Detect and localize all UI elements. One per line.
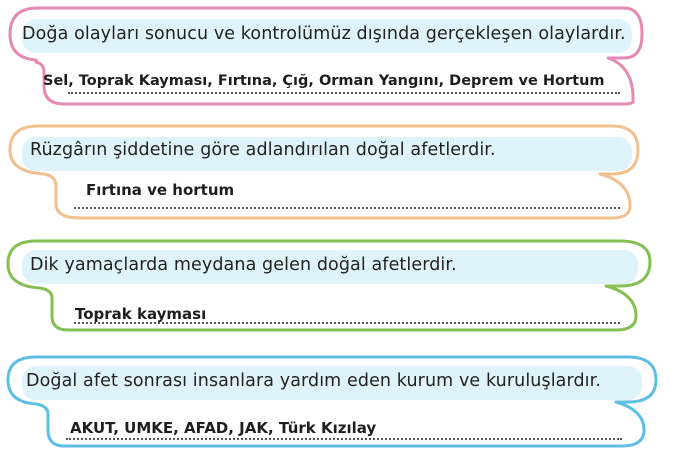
card-3-question: Dik yamaçlarda meydana gelen doğal afetlerdir. [30,255,457,275]
card-2-answer: Fırtına ve hortum [86,181,235,199]
card-1-answer: Sel, Toprak Kayması, Fırtına, Çığ, Orman Yangını, Deprem ve Hortum [43,73,605,89]
card-2-question: Rüzgârın şiddetine göre adlandırılan doğal afetlerdir. [30,140,496,160]
card-4-answer: AKUT, UMKE, AFAD, JAK, Türk Kızılay [70,419,377,437]
card-1-question: Doğa olayları sonucu ve kontrolümüz dışında gerçekleşen olaylardır. [22,24,626,44]
card-3-answer: Toprak kayması [75,305,207,323]
card-4-dotted-line [66,438,622,440]
card-4-question: Doğal afet sonrası insanlara yardım eden kurum ve kuruluşlardır. [26,371,601,391]
